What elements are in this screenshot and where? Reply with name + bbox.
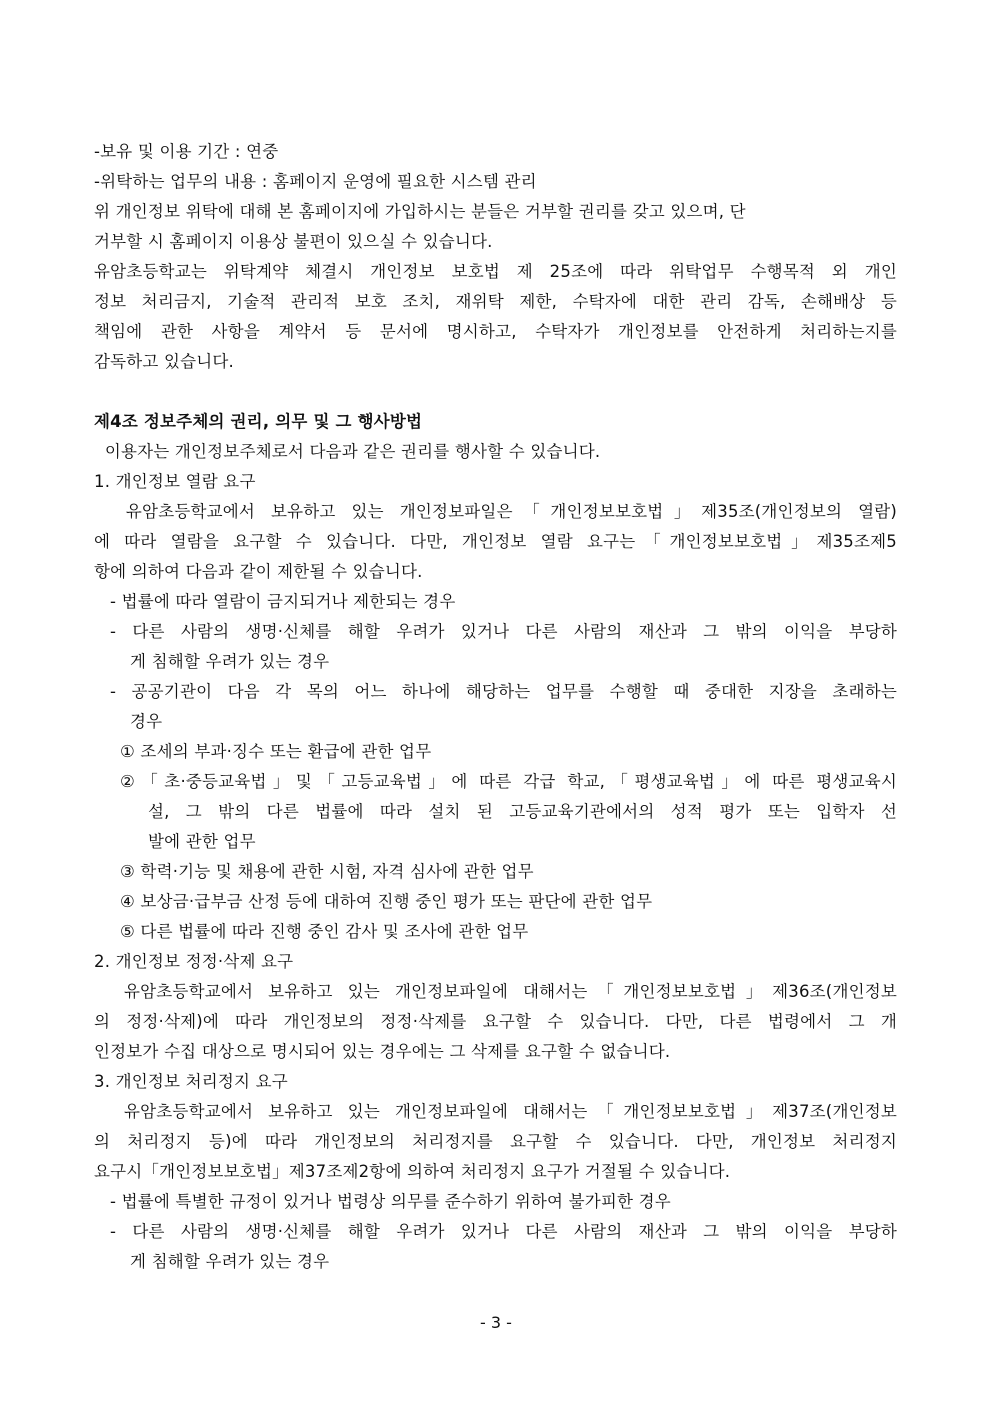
- section-3-title: 3. 개인정보 처리정지 요구: [94, 1072, 288, 1091]
- section-1-bullet-1: - 법률에 따라 열람이 금지되거나 제한되는 경우: [110, 592, 456, 611]
- section-3-paragraph-line-3: 요구시「개인정보보호법」제37조제2항에 의하여 처리정지 요구가 거절될 수 있습니다.: [94, 1162, 731, 1181]
- section-1-item-3: ③ 학력·기능 및 채용에 관한 시험, 자격 심사에 관한 업무: [120, 862, 534, 881]
- section-1-item-5: ⑤ 다른 법률에 따라 진행 중인 감사 및 조사에 관한 업무: [120, 922, 529, 941]
- section-2-paragraph-line-1: 유암초등학교에서 보유하고 있는 개인정보파일에 대해서는「개인정보보호법」제36조(개인정보: [94, 982, 897, 1001]
- section-1-item-2-line-2: 설, 그 밖의 다른 법률에 따라 설치 된 고등교육기관에서의 성적 평가 또는 입학자 선: [148, 802, 897, 821]
- section-1-item-2-line-1: ②「초·중등교육법」및「고등교육법」에 따른 각급 학교,「평생교육법」에 따른 평생교육시: [120, 772, 897, 791]
- article-4-lead: 이용자는 개인정보주체로서 다음과 같은 권리를 행사할 수 있습니다.: [94, 442, 601, 461]
- refusal-right-line-1: 위 개인정보 위탁에 대해 본 홈페이지에 가입하시는 분들은 거부할 권리를 갖고 있으며, 단: [94, 202, 746, 221]
- contract-paragraph-line-2: 정보 처리금지, 기술적 관리적 보호 조치, 재위탁 제한, 수탁자에 대한 관리 감독, 손해배상 등: [94, 292, 897, 311]
- section-3-bullet-1: - 법률에 특별한 규정이 있거나 법령상 의무를 준수하기 위하여 불가피한 경우: [110, 1192, 671, 1211]
- section-3-bullet-2-line-2: 게 침해할 우려가 있는 경우: [130, 1252, 330, 1271]
- section-1-title: 1. 개인정보 열람 요구: [94, 472, 256, 491]
- section-3-paragraph-line-1: 유암초등학교에서 보유하고 있는 개인정보파일에 대해서는「개인정보보호법」제37조(개인정보: [94, 1102, 897, 1121]
- section-3-paragraph-line-2: 의 처리정지 등)에 따라 개인정보의 처리정지를 요구할 수 있습니다. 다만, 개인정보 처리정지: [94, 1132, 897, 1151]
- section-2-title: 2. 개인정보 정정·삭제 요구: [94, 952, 294, 971]
- section-2-paragraph-line-3: 인정보가 수집 대상으로 명시되어 있는 경우에는 그 삭제를 요구할 수 없습니다.: [94, 1042, 671, 1061]
- section-1-bullet-3-line-2: 경우: [130, 712, 163, 731]
- retention-period: -보유 및 이용 기간 : 연중: [94, 142, 279, 161]
- contract-paragraph-line-4: 감독하고 있습니다.: [94, 352, 235, 371]
- section-1-bullet-2-line-2: 게 침해할 우려가 있는 경우: [130, 652, 330, 671]
- section-1-item-2-line-3: 발에 관한 업무: [148, 832, 256, 851]
- contract-paragraph-line-3: 책임에 관한 사항을 계약서 등 문서에 명시하고, 수탁자가 개인정보를 안전하게 처리하는지를: [94, 322, 897, 341]
- section-1-paragraph-line-3: 항에 의하여 다음과 같이 제한될 수 있습니다.: [94, 562, 423, 581]
- section-1-bullet-2-line-1: - 다른 사람의 생명·신체를 해할 우려가 있거나 다른 사람의 재산과 그 밖의 이익을 부당하: [110, 622, 897, 641]
- page-number: - 3 -: [480, 1313, 512, 1332]
- section-2-paragraph-line-2: 의 정정·삭제)에 따라 개인정보의 정정·삭제를 요구할 수 있습니다. 다만, 다른 법령에서 그 개: [94, 1012, 897, 1031]
- section-1-paragraph-line-1: 유암초등학교에서 보유하고 있는 개인정보파일은「개인정보보호법」제35조(개인정보의 열람): [94, 502, 897, 521]
- section-1-item-4: ④ 보상금·급부금 산정 등에 대하여 진행 중인 평가 또는 판단에 관한 업무: [120, 892, 653, 911]
- section-1-bullet-3-line-1: - 공공기관이 다음 각 목의 어느 하나에 해당하는 업무를 수행할 때 중대한 지장을 초래하는: [110, 682, 897, 701]
- article-4-title: 제4조 정보주체의 권리, 의무 및 그 행사방법: [94, 412, 423, 431]
- section-3-bullet-2-line-1: - 다른 사람의 생명·신체를 해할 우려가 있거나 다른 사람의 재산과 그 밖의 이익을 부당하: [110, 1222, 897, 1241]
- refusal-right-line-2: 거부할 시 홈페이지 이용상 불편이 있으실 수 있습니다.: [94, 232, 493, 251]
- section-1-item-1: ① 조세의 부과·징수 또는 환급에 관한 업무: [120, 742, 432, 761]
- section-1-paragraph-line-2: 에 따라 열람을 요구할 수 있습니다. 다만, 개인정보 열람 요구는「개인정보보호법」제35조제5: [94, 532, 897, 551]
- contract-paragraph-line-1: 유암초등학교는 위탁계약 체결시 개인정보 보호법 제 25조에 따라 위탁업무 수행목적 외 개인: [94, 262, 897, 281]
- outsourced-task: -위탁하는 업무의 내용 : 홈페이지 운영에 필요한 시스템 관리: [94, 172, 537, 191]
